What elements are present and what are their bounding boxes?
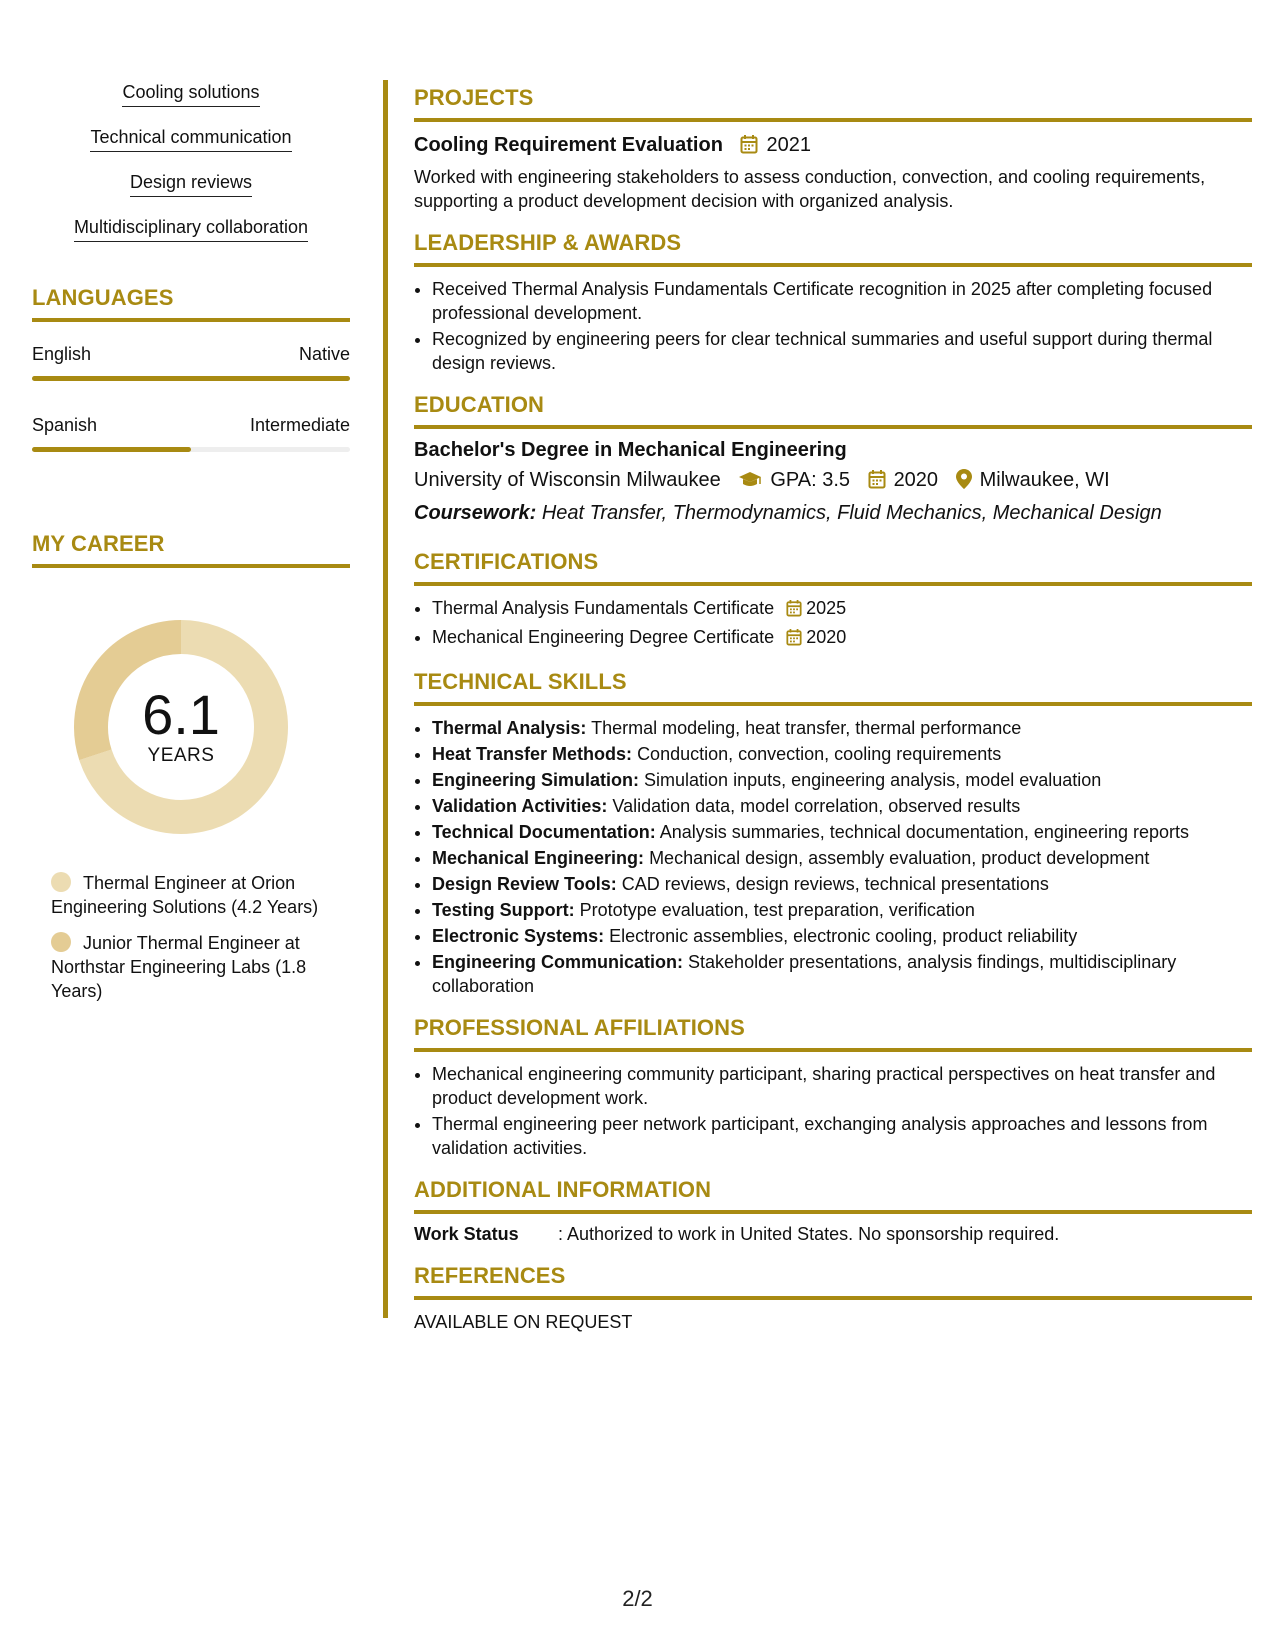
career-section <box>32 530 350 1003</box>
skill-tag: Cooling solutions <box>122 80 259 107</box>
skill-item <box>432 716 1252 740</box>
education-details <box>414 465 1252 498</box>
career-title: MY CAREER <box>32 530 350 568</box>
certification-name: Thermal Analysis Fundamentals Certificate <box>432 598 775 618</box>
leadership-section <box>414 229 1252 375</box>
sidebar <box>32 80 350 1015</box>
skill-label: Electronic Systems: <box>432 926 605 946</box>
skill-label: Thermal Analysis: <box>432 718 587 738</box>
list-item: • Recognized by engineering peers for clear technical summaries and useful support during thermal design reviews. <box>432 327 1252 375</box>
skill-item <box>432 898 1252 922</box>
skill-tag: Technical communication <box>90 125 291 152</box>
career-item <box>51 931 321 1003</box>
work-status-row <box>414 1222 1252 1246</box>
calendar-icon <box>786 628 802 652</box>
skill-label: Engineering Communication: <box>432 952 684 972</box>
languages-section <box>32 284 350 452</box>
education-section <box>414 391 1252 528</box>
skill-item <box>432 794 1252 818</box>
work-status-value: : Authorized to work in United States. No sponsorship required. <box>558 1224 1060 1244</box>
skill-item <box>432 950 1252 998</box>
additional-info-title: ADDITIONAL INFORMATION <box>414 1176 1252 1214</box>
skill-item <box>432 768 1252 792</box>
skill-text: Analysis summaries, technical documentation, engineering reports <box>659 822 1189 842</box>
legend-dot <box>51 872 71 892</box>
calendar-icon <box>868 468 886 498</box>
certifications-section <box>414 548 1252 652</box>
skill-label: Engineering Simulation: <box>432 770 640 790</box>
graduation-year: 2020 <box>893 469 939 491</box>
skill-item <box>432 820 1252 844</box>
certification-item <box>432 596 1252 623</box>
calendar-icon <box>740 134 758 161</box>
projects-title: PROJECTS <box>414 84 1252 122</box>
skill-label: Technical Documentation: <box>432 822 656 842</box>
legend-dot <box>51 932 71 952</box>
language-row <box>32 342 350 366</box>
skill-text: Conduction, convection, cooling requirements <box>637 744 1002 764</box>
skill-item <box>432 846 1252 870</box>
career-unit: YEARS <box>147 745 215 766</box>
additional-info-section <box>414 1176 1252 1246</box>
language-bar-fill <box>32 376 350 381</box>
technical-skills-list <box>414 716 1252 998</box>
certifications-list <box>414 596 1252 652</box>
affiliations-title: PROFESSIONAL AFFILIATIONS <box>414 1014 1252 1052</box>
page-number: 2/2 <box>622 1586 653 1611</box>
career-item-text: Thermal Engineer at Orion Engineering Solutions (4.2 Years) <box>51 873 319 917</box>
language-level: Native <box>298 344 350 364</box>
language-bar <box>32 376 350 381</box>
skill-text: Electronic assemblies, electronic cooling, product reliability <box>609 926 1078 946</box>
skill-text: Simulation inputs, engineering analysis, model evaluation <box>644 770 1102 790</box>
skill-text: CAD reviews, design reviews, technical presentations <box>621 874 1049 894</box>
language-name: English <box>32 344 92 364</box>
list-item: • Thermal engineering peer network participant, exchanging analysis approaches and lessons from validation activities. <box>432 1112 1252 1160</box>
skill-label: Design Review Tools: <box>432 874 617 894</box>
skill-text: Stakeholder presentations, analysis findings, multidisciplinary collaboration <box>432 952 1177 996</box>
calendar-icon <box>786 599 802 623</box>
skill-tag: Multidisciplinary collaboration <box>74 215 308 242</box>
degree: Bachelor's Degree in Mechanical Engineering <box>414 439 847 461</box>
location-pin-icon <box>956 468 972 498</box>
project-heading <box>414 132 1252 161</box>
graduation-cap-icon <box>738 468 762 498</box>
language-name: Spanish <box>32 415 98 435</box>
certification-item <box>432 625 1252 652</box>
leadership-list <box>414 277 1252 375</box>
list-item: • Mechanical engineering community participant, sharing practical perspectives on heat transfer and product development work. <box>432 1062 1252 1110</box>
school-name: University of Wisconsin Milwaukee <box>414 469 721 491</box>
language-row <box>32 413 350 437</box>
affiliations-list <box>414 1062 1252 1160</box>
school-location: Milwaukee, WI <box>979 469 1110 491</box>
skill-item <box>432 924 1252 948</box>
career-item <box>51 871 321 919</box>
coursework-list: Heat Transfer, Thermodynamics, Fluid Mechanics, Mechanical Design <box>541 502 1162 524</box>
skill-label: Heat Transfer Methods: <box>432 744 633 764</box>
project-year: 2021 <box>766 134 811 156</box>
skill-label: Mechanical Engineering: <box>432 848 645 868</box>
skill-text: Validation data, model correlation, observed results <box>612 796 1021 816</box>
skill-text: Mechanical design, assembly evaluation, product development <box>649 848 1150 868</box>
language-bar-fill <box>32 447 191 452</box>
coursework-label: Coursework: <box>414 502 537 524</box>
career-total-years: 6.1 <box>142 683 220 746</box>
skill-tags <box>32 80 350 242</box>
gpa: GPA: 3.5 <box>770 469 850 491</box>
certification-name: Mechanical Engineering Degree Certificate <box>432 627 775 647</box>
career-item-text: Junior Thermal Engineer at Northstar Engineering Labs (1.8 Years) <box>51 933 307 1001</box>
technical-skills-title: TECHNICAL SKILLS <box>414 668 1252 706</box>
coursework <box>414 498 1252 528</box>
skill-tag: Design reviews <box>130 170 252 197</box>
skill-label: Testing Support: <box>432 900 575 920</box>
skill-item <box>432 872 1252 896</box>
certification-year: 2020 <box>806 627 847 647</box>
references-section <box>414 1262 1252 1334</box>
project-description: Worked with engineering stakeholders to assess conduction, convection, and cooling requirements, supporting a product development decision with organized analysis. <box>414 167 1206 211</box>
certification-year: 2025 <box>806 598 847 618</box>
career-donut <box>67 613 295 841</box>
work-status-label: Work Status <box>414 1224 519 1244</box>
language-level: Intermediate <box>249 415 350 435</box>
skill-text: Prototype evaluation, test preparation, verification <box>579 900 975 920</box>
languages-title: LANGUAGES <box>32 284 350 322</box>
skill-label: Validation Activities: <box>432 796 608 816</box>
references-title: REFERENCES <box>414 1262 1252 1300</box>
project-name: Cooling Requirement Evaluation <box>414 134 723 156</box>
list-item: • Received Thermal Analysis Fundamentals Certificate recognition in 2025 after completing focused professional development. <box>432 277 1252 325</box>
leadership-title: LEADERSHIP & AWARDS <box>414 229 1252 267</box>
career-list <box>51 871 321 1003</box>
affiliations-section <box>414 1014 1252 1160</box>
donut-center <box>67 613 295 841</box>
skill-item <box>432 742 1252 766</box>
skill-text: Thermal modeling, heat transfer, thermal performance <box>591 718 1022 738</box>
column-divider <box>383 80 388 1318</box>
education-title: EDUCATION <box>414 391 1252 429</box>
main-content <box>414 84 1252 1350</box>
certifications-title: CERTIFICATIONS <box>414 548 1252 586</box>
language-bar <box>32 447 350 452</box>
references-text: AVAILABLE ON REQUEST <box>414 1312 633 1332</box>
projects-section <box>414 84 1252 213</box>
technical-skills-section <box>414 668 1252 998</box>
